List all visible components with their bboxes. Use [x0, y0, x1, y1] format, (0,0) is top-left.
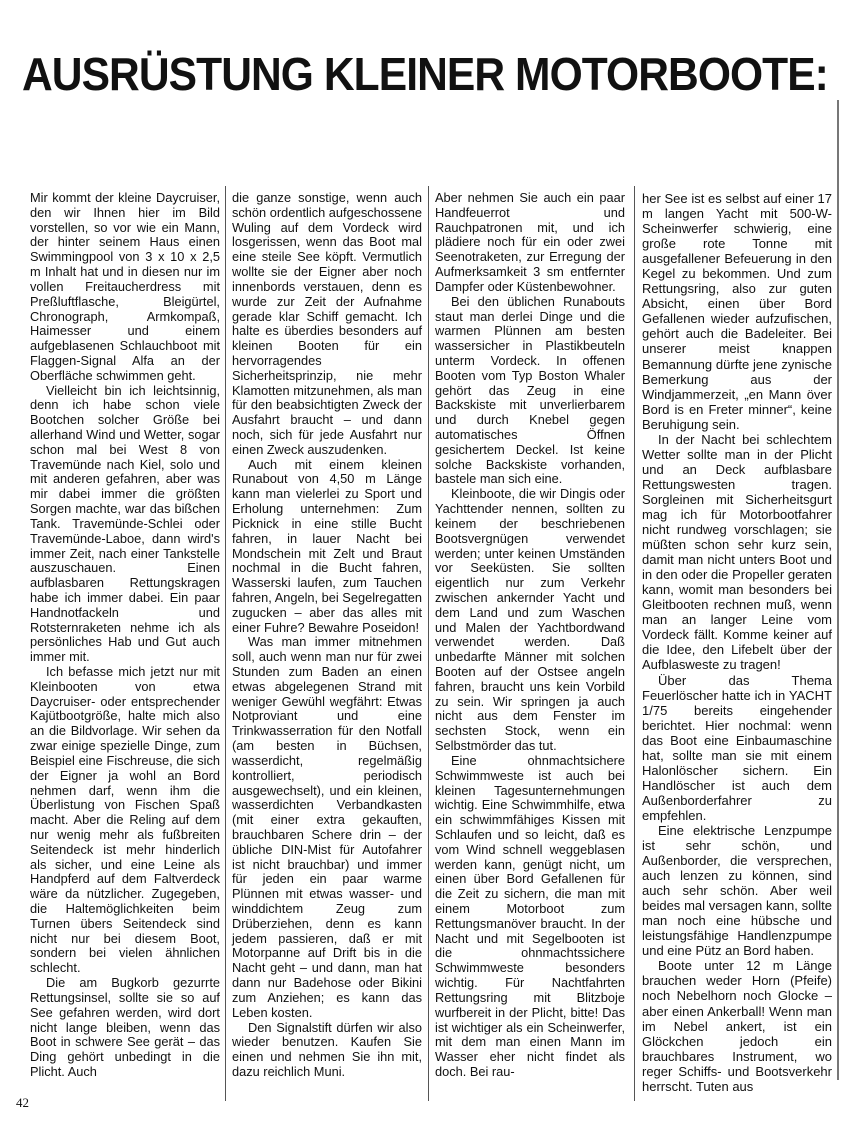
text-column-1 [30, 191, 220, 1080]
paragraph: Aber nehmen Sie auch ein paar Handfeuerrot und Rauchpatronen mit, und ich plädiere noch für ein oder zwei Seenotraketen, zur Erregung der Aufmerksamkeit 3 sm entfernter Dampfer oder Küstenbewohner. [435, 190, 625, 294]
paragraph: Eine elektrische Lenzpumpe ist sehr schön, und Außenborder, die versprechen, auch lenzen zu können, sind auch sehr schön. Aber weil beides mal versagen kann, sollte man noch eine hübsche und leistungsfähige Handlenzpumpe und eine Pütz an Bord haben. [642, 822, 832, 959]
paragraph: her See ist es selbst auf einer 17 m langen Yacht mit 500-W-Scheinwerfer schwierig, eine große rote Tonne mit ausgefallener Befeuerung in den Kegel zu bekommen. Und zum Rettungsring, also zur guten Absicht, einen über Bord Gefallenen wieder aufzufischen, gehört auch die Badeleiter. Bei unserer meist knappen Bemannung dürfte jene zynische Bemerkung aus der Windjammerzeit, „en Mann över Bord is en Freter minner“, keine Beruhigung sein. [642, 191, 832, 432]
paragraph: Die am Bugkorb gezurrte Rettungsinsel, sollte sie so auf See gefahren werden, wird dort nicht lange bleiben, wenn das Boot in schwere See gerät – das Ding gehört unbedingt in die Plicht. Auch [30, 975, 220, 1079]
paragraph: Vielleicht bin ich leichtsinnig, denn ich habe schon viele Bootchen solcher Größe bei allerhand Wind und Wetter, sogar schon mal bei West 8 von Travemünde nach Kiel, solo und mit anderen gefahren, aber was mir dabei immer die größten Sorgen machte, war das bißchen Tank. Travemünde-Schlei oder Travemünde-Laboe, dann wird's immer Zeit, nach einer Tankstelle auszuschauen. Einen aufblasbaren Rettungskragen habe ich immer dabei. Ein paar Handnotfackeln und Rotsternraketen nehme ich als persönliches Hab und Gut auch immer mit. [30, 382, 220, 665]
paragraph: Auch mit einem kleinen Runabout von 4,50 m Länge kann man vielerlei zu Sport und Erholung unternehmen: Zum Picknick in eine stille Bucht fahren, in lauer Nacht bei Mondschein mit Zelt und Braut nochmal in die Bucht fahren, Wasserski laufen, zum Tauchen fahren, Angeln, bei Segelregatten zugucken – aber das alles mit einer Fuhre? Bewahre Poseidon! [232, 456, 422, 635]
paragraph: Boote unter 12 m Länge brauchen weder Horn (Pfeife) noch Nebelhorn noch Glocke – aber einen Ankerball! Wenn man im Nebel ankert, ist ein Glöckchen jedoch ein brauchbares Instrument, wo reger Schiffs- und Bootsverkehr herrscht. Tuten aus [642, 958, 832, 1094]
article-body [30, 191, 842, 1101]
text-column-4 [642, 191, 832, 1094]
paragraph: die ganze sonstige, wenn auch schön ordentlich aufgeschossene Wuling auf dem Vordeck wird losgerissen, wenn das Boot mal eine steile See köpft. Vermutlich wollte sie der Eigner aber noch innenbords verstauen, denn es wurde zur Zeit der Aufnahme gerade klar Schiff gemacht. Ich halte es überdies besonders auf kleinen Booten für ein hervorragendes Sicherheitsprinzip, nie mehr Klamotten mitzunehmen, als man für den beabsichtigten Zweck der Ausfahrt braucht – und dann noch, sich für jede Ausfahrt nur einen Zweck auszudenken. [232, 190, 422, 457]
headline: AUSRÜSTUNG KLEINER MOTORBOOTE: [22, 48, 828, 100]
paragraph: Über das Thema Feuerlöscher hatte ich in YACHT 1/75 bereits eingehender berichtet. Hier nochmal: wenn das Boot eine Einbaumaschine hat, sollte man sie mit einem Halonlöscher sichern. Ein Handlöscher ist auch dem Außenborderfahrer zu empfehlen. [642, 672, 832, 823]
paragraph: Eine ohnmachtsichere Schwimmweste ist auch bei kleinen Tagesunternehmungen wichtig. Eine Schwimmhilfe, etwa ein schwimmfähiges Kissen mit Schlaufen und so leicht, daß es vom Wind schnell weggeblasen werden kann, genügt nicht, um einen über Bord Gefallenen für die Zeit zu sichern, die man mit einem Motorboot zum Rettungsmanöver braucht. In der Nacht und mit Segelbooten ist die ohnmachtssichere Schwimmweste besonders wichtig. Für Nachtfahrten Rettungsring mit Blitzboje wurfbereit in der Plicht, bitte! Das ist wichtiger als ein Scheinwerfer, mit dem man einen Mann im Wasser eher nicht findet als doch. Bei rau- [435, 752, 625, 1079]
paragraph: Den Signalstift dürfen wir also wieder benutzen. Kaufen Sie einen und nehmen Sie ihn mit, dazu reichlich Muni. [232, 1019, 422, 1079]
paragraph: Ich befasse mich jetzt nur mit Kleinbooten von etwa Daycruiser- oder entsprechender Kajütbootgröße, halte mich also an die Bildvorlage. Wir sehen da zwar einige spezielle Dinge, zum Beispiel eine Fischreuse, die sich der Eigner ja wohl an Bord nehmen darf, wenn ihm die Überlistung von Fischen Spaß macht. Aber die Reling auf dem nur wenig mehr als fußbreiten Seitendeck ist mehr hinderlich als sicher, und eine Leine als Handpferd auf dem Faltverdeck wäre da nützlicher. Zugegeben, die Haltemöglichkeiten beim Turnen übers Seitendeck sind nicht nur bei diesem Boot, sondern bei vielen ähnlichen schlecht. [30, 664, 220, 976]
page-number: 42 [16, 1095, 29, 1110]
paragraph: Mir kommt der kleine Daycruiser, den wir Ihnen hier im Bild vorstellen, so vor wie ein Mann, der hinter seinem Haus einen Swimmingpool von 3 x 10 x 2,5 m Inhalt hat und in diesen nur im vollen Freitaucherdress mit Preßluftflasche, Bleigürtel, Chronograph, Armkompaß, Haimesser und einem aufgeblasenen Schlauchboot mit Flaggen-Signal Alfa an der Oberfläche schwimmen geht. [30, 190, 220, 383]
paragraph: Was man immer mitnehmen soll, auch wenn man nur für zwei Stunden zum Baden an einen etwas abgelegenen Strand mit weniger Gewühl wegfährt: Etwas Notproviant und eine Trinkwasserration für den Notfall (am besten in Büchsen, wasserdicht, regelmäßig kontrolliert, periodisch ausgewechselt), und ein kleinen, wasserdichten Verbandkasten (mit einer extra gekauften, brauchbaren Schere drin – der übliche DIN-Mist für Autofahrer ist nicht brauchbar) und immer für jeden ein paar warme Plünnen mit etwas wasser- und winddichtem Zeug zum Drüberziehen, denn es kann jedem passieren, daß er mit Motorpanne auf Drift bis in die Nacht geht – und dann, man hat dann nur Badehose oder Bikini zum Anziehen; es kann das Leben kosten. [232, 634, 422, 1020]
paragraph: Kleinboote, die wir Dingis oder Yachttender nennen, sollten zu keinem der beschriebenen Bootsvergnügen verwendet werden; unter keinen Umständen vor Seeküsten. Sie sollten eigentlich nur zum Verkehr zwischen ankernder Yacht und dem Land und zum Waschen und Malen der Yachtbordwand verwendet werden. Daß unbedarfte Männer mit solchen Booten auf der Ostsee angeln fahren, braucht uns kein Vorbild zu sein. Wir springen ja auch nicht aus dem Fenster im sechsten Stock, wenn ein Selbstmörder das tut. [435, 486, 625, 754]
paragraph: In der Nacht bei schlechtem Wetter sollte man in der Plicht und an Deck aufblasbare Rettungswesten tragen. Sorgleinen mit Sicherheitsgurt mag ich für Motorbootfahrer nicht rundweg vorschlagen; sie müßten schon sehr kurz sein, damit man nicht unters Boot und in den oder die Propeller geraten kann, womit man besonders bei Gleitbooten rechnen muß, wenn man an langer Leine vom Vordeck fällt. Komme keiner auf die Idee, den Lifebelt über der Aufblasweste zu tragen! [642, 431, 832, 673]
text-column-3 [435, 191, 625, 1080]
text-column-2 [232, 191, 422, 1080]
paragraph: Bei den üblichen Runabouts staut man derlei Dinge und die warmen Plünnen am besten wassersicher in Plastikbeuteln unterm Vordeck. In offenen Booten vom Typ Boston Whaler gehört das Zeug in eine Backskiste mit unverlierbarem und durch Knebel gegen automatisches Öffnen gesichertem Deckel. Ist keine solche Backskiste vorhanden, bastele man sich eine. [435, 293, 625, 487]
